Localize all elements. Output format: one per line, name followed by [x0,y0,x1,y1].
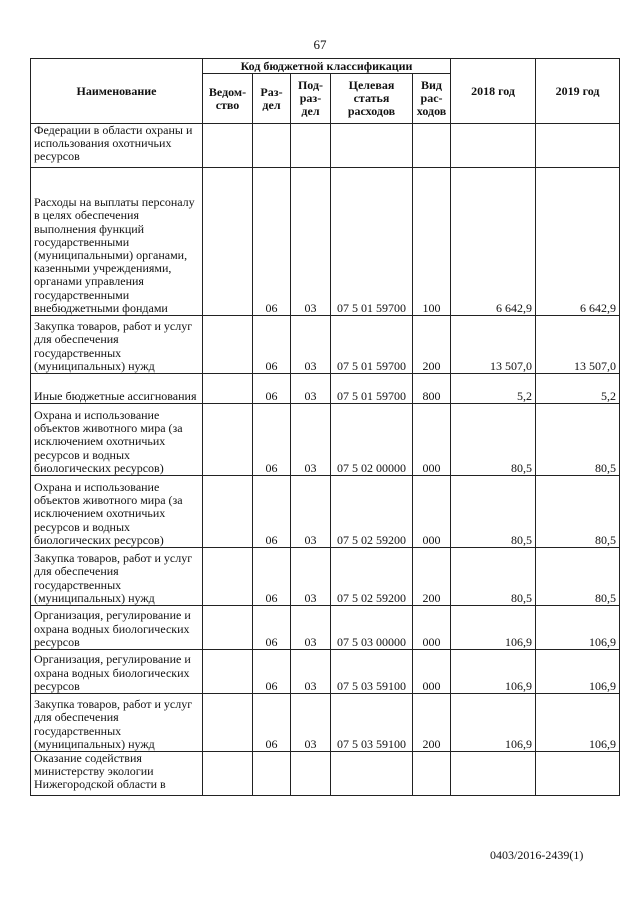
cell-2019: 106,9 [536,694,620,752]
cell-section: 06 [253,168,291,316]
cell-subsection: 03 [291,316,331,374]
cell-name: Закупка товаров, работ и услуг для обеспечения государственных (муниципальных) нужд [31,694,203,752]
cell-subsection: 03 [291,374,331,404]
cell-subsection: 03 [291,606,331,650]
cell-expense-type: 200 [413,694,451,752]
cell-target-article: 07 5 01 59700 [331,374,413,404]
cell-2019: 5,2 [536,374,620,404]
table-row [31,404,620,476]
cell-department [203,124,253,168]
cell-department [203,374,253,404]
cell-target-article: 07 5 01 59700 [331,168,413,316]
header-target-article: Целевая статья расходов [331,74,413,124]
cell-target-article: 07 5 01 59700 [331,316,413,374]
cell-2019: 80,5 [536,476,620,548]
cell-2018: 6 642,9 [451,168,536,316]
header-section: Раз- дел [253,74,291,124]
cell-2018: 106,9 [451,606,536,650]
cell-target-article: 07 5 03 00000 [331,606,413,650]
table-row [31,476,620,548]
header-name: Наименование [31,59,203,124]
header-department: Ведом- ство [203,74,253,124]
cell-department [203,404,253,476]
cell-subsection: 03 [291,476,331,548]
cell-section: 06 [253,404,291,476]
cell-target-article: 07 5 02 59200 [331,548,413,606]
cell-2019: 80,5 [536,548,620,606]
table-row [31,548,620,606]
cell-subsection: 03 [291,168,331,316]
cell-department [203,752,253,796]
cell-expense-type: 200 [413,316,451,374]
table-body [31,124,620,796]
table-row [31,606,620,650]
cell-target-article: 07 5 02 00000 [331,404,413,476]
cell-2019 [536,752,620,796]
cell-target-article [331,752,413,796]
cell-name: Организация, регулирование и охрана водных биологических ресурсов [31,650,203,694]
budget-table [30,58,620,796]
cell-name: Расходы на выплаты персоналу в целях обеспечения выполнения функций государственными (муниципальными) органами, казенными учреждениями, органами управления государственными внебюджетными фондами [31,168,203,316]
cell-2018: 13 507,0 [451,316,536,374]
cell-2018: 5,2 [451,374,536,404]
cell-name: Охрана и использование объектов животного мира (за исключением охотничьих ресурсов и водных биологических ресурсов) [31,404,203,476]
cell-section [253,124,291,168]
cell-2018 [451,124,536,168]
cell-target-article: 07 5 03 59100 [331,650,413,694]
cell-2019: 106,9 [536,650,620,694]
table-row [31,124,620,168]
cell-name: Закупка товаров, работ и услуг для обеспечения государственных (муниципальных) нужд [31,548,203,606]
cell-section: 06 [253,606,291,650]
header-year-2018: 2018 год [451,59,536,124]
cell-target-article: 07 5 02 59200 [331,476,413,548]
table-row [31,752,620,796]
cell-name: Иные бюджетные ассигнования [31,374,203,404]
cell-2018: 80,5 [451,548,536,606]
cell-2018: 106,9 [451,650,536,694]
table-header [31,59,620,124]
cell-subsection: 03 [291,548,331,606]
cell-expense-type: 000 [413,606,451,650]
header-expense-type: Вид рас- ходов [413,74,451,124]
cell-department [203,650,253,694]
cell-section: 06 [253,374,291,404]
cell-2018: 106,9 [451,694,536,752]
cell-name: Федерации в области охраны и использования охотничьих ресурсов [31,124,203,168]
cell-subsection [291,124,331,168]
cell-expense-type: 000 [413,650,451,694]
cell-target-article [331,124,413,168]
table-row [31,694,620,752]
cell-subsection [291,752,331,796]
header-budget-code-group: Код бюджетной классификации [203,59,451,74]
cell-expense-type: 200 [413,548,451,606]
cell-section: 06 [253,650,291,694]
table-row [31,168,620,316]
cell-2019 [536,124,620,168]
cell-2019: 6 642,9 [536,168,620,316]
cell-expense-type: 000 [413,404,451,476]
cell-department [203,694,253,752]
cell-2018: 80,5 [451,404,536,476]
cell-department [203,548,253,606]
cell-subsection: 03 [291,650,331,694]
cell-target-article: 07 5 03 59100 [331,694,413,752]
cell-section: 06 [253,694,291,752]
cell-expense-type [413,752,451,796]
cell-department [203,168,253,316]
cell-expense-type: 100 [413,168,451,316]
cell-section: 06 [253,548,291,606]
cell-name: Закупка товаров, работ и услуг для обеспечения государственных (муниципальных) нужд [31,316,203,374]
cell-subsection: 03 [291,404,331,476]
cell-department [203,606,253,650]
cell-section: 06 [253,476,291,548]
table-row [31,374,620,404]
cell-expense-type [413,124,451,168]
cell-department [203,476,253,548]
cell-name: Оказание содействия министерству экологии Нижегородской области в [31,752,203,796]
cell-department [203,316,253,374]
page-number: 67 [313,37,327,52]
cell-2019: 80,5 [536,404,620,476]
cell-name: Организация, регулирование и охрана водных биологических ресурсов [31,606,203,650]
cell-2018: 80,5 [451,476,536,548]
header-year-2019: 2019 год [536,59,620,124]
cell-section [253,752,291,796]
cell-2018 [451,752,536,796]
cell-2019: 106,9 [536,606,620,650]
cell-section: 06 [253,316,291,374]
cell-expense-type: 800 [413,374,451,404]
cell-name: Охрана и использование объектов животного мира (за исключением охотничьих ресурсов и водных биологических ресурсов) [31,476,203,548]
table-row [31,316,620,374]
header-subsection: Под- раз- дел [291,74,331,124]
cell-subsection: 03 [291,694,331,752]
document-code: 0403/2016-2439(1) [490,848,584,862]
cell-expense-type: 000 [413,476,451,548]
table-row [31,650,620,694]
cell-2019: 13 507,0 [536,316,620,374]
